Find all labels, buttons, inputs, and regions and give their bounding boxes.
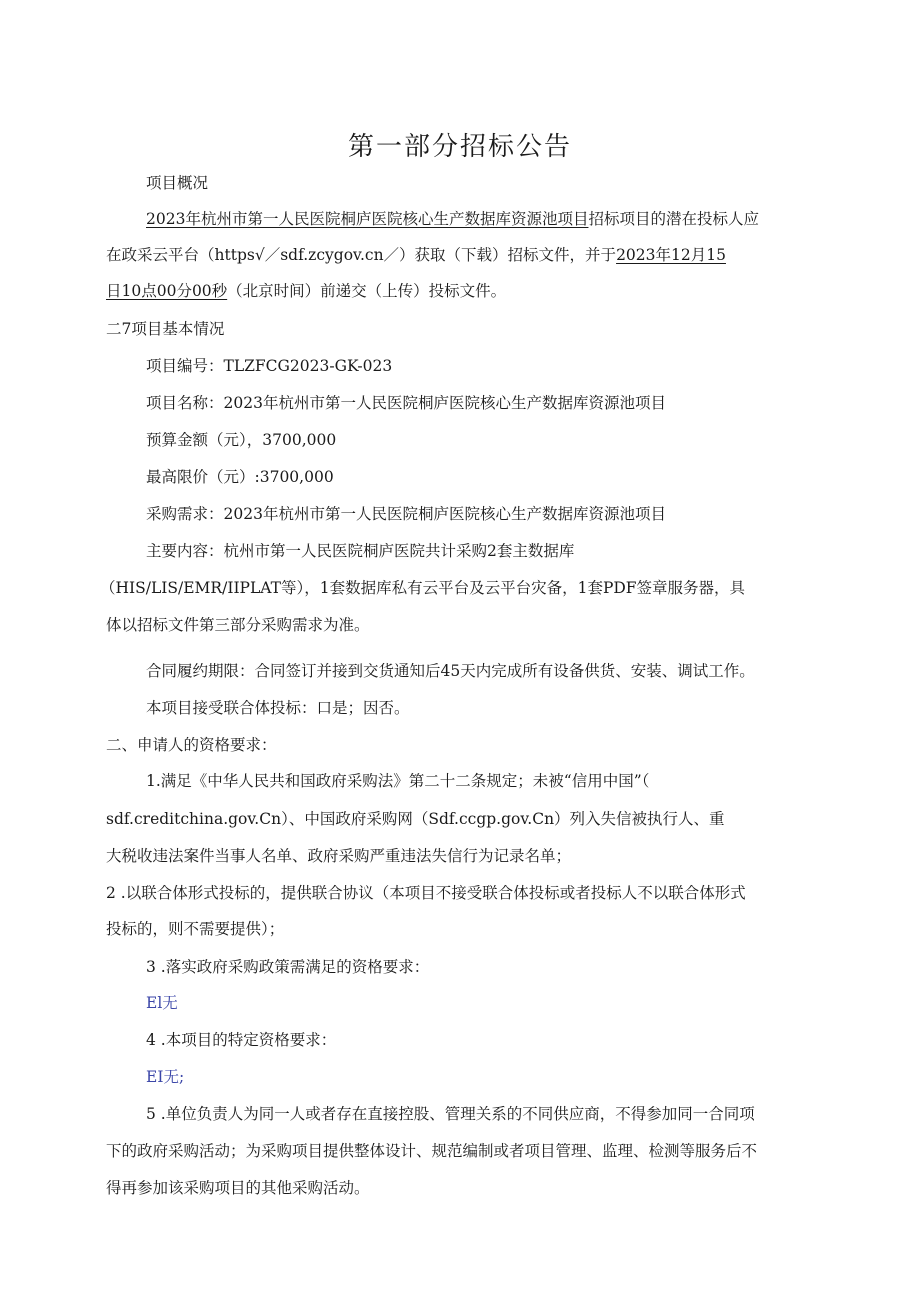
max-price: 最高限价（元）:3700,000 bbox=[146, 468, 334, 486]
budget-amount: 预算金额（元），3700,000 bbox=[146, 431, 337, 449]
overview-line-3 bbox=[106, 280, 506, 302]
deadline-date: 2023年12月15 bbox=[616, 246, 726, 264]
main-content-line-3: 体以招标文件第三部分采购需求为准。 bbox=[106, 616, 370, 634]
overview-line-1-rest: 招标项目的潜在投标人应 bbox=[588, 210, 759, 228]
overview-line-3-rest: （北京时间）前递交（上传）投标文件。 bbox=[227, 282, 507, 300]
qualification-1-line-1: 1.满足《中华人民共和国政府采购法》第二十二条规定；未被“信用中国”（ bbox=[146, 772, 650, 790]
qualification-2-line-2: 投标的，则不需要提供）； bbox=[106, 920, 285, 938]
main-content-line-2: （HIS/LIS/EMR/IIPLAT等），1套数据库私有云平台及云平台灾备，1套PDF签章服务器，具 bbox=[100, 579, 746, 597]
consortium-bid: 本项目接受联合体投标：口是；因否。 bbox=[146, 699, 410, 717]
project-name-link: 2023年杭州市第一人民医院桐庐医院核心生产数据库资源池项目 bbox=[146, 210, 589, 228]
qualification-heading: 二、申请人的资格要求： bbox=[106, 736, 277, 754]
qualification-3-answer: El无 bbox=[146, 994, 178, 1012]
basic-info-heading: 二7项目基本情况 bbox=[106, 320, 225, 338]
overview-line-1 bbox=[146, 208, 759, 230]
qualification-4-line-1: 4 .本项目的特定资格要求： bbox=[146, 1031, 337, 1049]
qualification-2-line-1: 2 .以联合体形式投标的，提供联合协议（本项目不接受联合体投标或者投标人不以联合体形式 bbox=[106, 884, 746, 902]
overview-line-2-text: 在政采云平台（https√／sdf.zcygov.cn／）获取（下载）招标文件，并于 bbox=[106, 246, 617, 264]
project-name: 项目名称：2023年杭州市第一人民医院桐庐医院核心生产数据库资源池项目 bbox=[146, 394, 666, 412]
qualification-3-line-1: 3 .落实政府采购政策需满足的资格要求： bbox=[146, 958, 430, 976]
contract-period: 合同履约期限：合同签订并接到交货通知后45天内完成所有设备供货、安装、调试工作。 bbox=[146, 662, 755, 680]
overview-heading: 项目概况 bbox=[146, 174, 209, 192]
document-title: 第一部分招标公告 bbox=[347, 132, 572, 163]
qualification-4-answer: EI无; bbox=[146, 1068, 185, 1086]
procurement-requirement: 采购需求：2023年杭州市第一人民医院桐庐医院核心生产数据库资源池项目 bbox=[146, 505, 666, 523]
qualification-5-line-2: 下的政府采购活动；为采购项目提供整体设计、规范编制或者项目管理、监理、检测等服务后不 bbox=[106, 1142, 758, 1160]
project-code: 项目编号：TLZFCG2023-GK-023 bbox=[146, 357, 393, 375]
qualification-1-line-3: 大税收违法案件当事人名单、政府采购严重违法失信行为记录名单； bbox=[106, 847, 572, 865]
deadline-time: 日10点00分00秒 bbox=[106, 282, 228, 300]
qualification-5-line-1: 5 .单位负责人为同一人或者存在直接控股、管理关系的不同供应商，不得参加同一合同项 bbox=[146, 1105, 755, 1123]
overview-line-2 bbox=[106, 244, 726, 266]
main-content-line-1: 主要内容：杭州市第一人民医院桐庐医院共计采购2套主数据库 bbox=[146, 542, 575, 560]
qualification-1-line-2: sdf.creditchina.gov.Cn）、中国政府采购网（Sdf.ccgp.gov.Cn）列入失信被执行人、重 bbox=[106, 810, 725, 828]
qualification-5-line-3: 得再参加该采购项目的其他采购活动。 bbox=[106, 1179, 370, 1197]
